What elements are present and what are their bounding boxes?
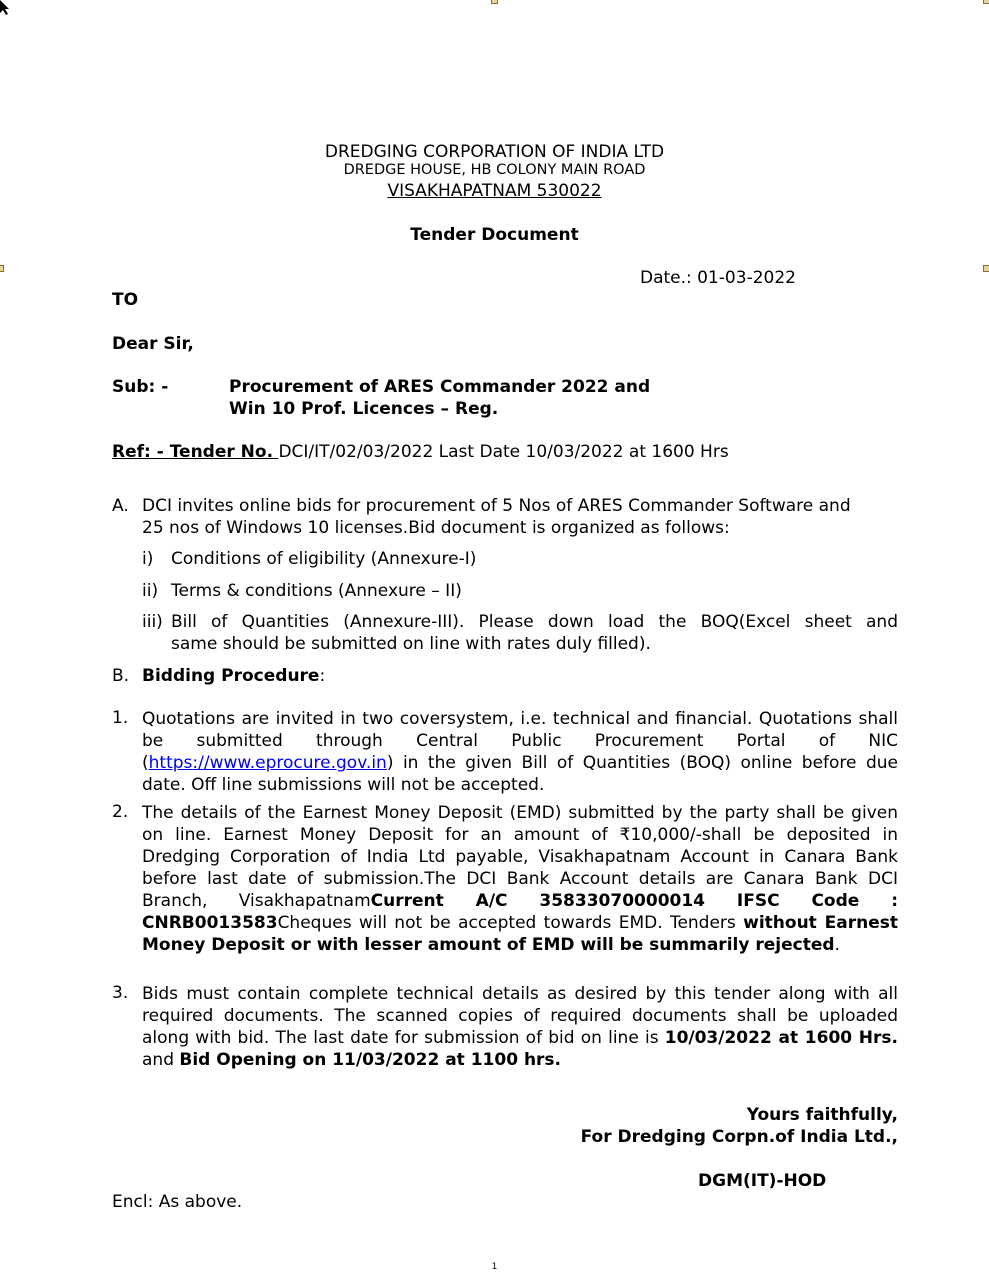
section-a-line-2: 25 nos of Windows 10 licenses.Bid document is organized as follows:: [142, 518, 730, 538]
to-label: TO: [112, 290, 139, 310]
signatory: DGM(IT)-HOD: [698, 1171, 827, 1191]
page-number: 1: [491, 1262, 498, 1272]
list-item-eligibility: Conditions of eligibility (Annexure-I): [171, 549, 477, 569]
closing-yours: Yours faithfully,: [746, 1105, 898, 1125]
address-line-2: VISAKHAPATNAM 530022: [387, 181, 602, 201]
point-1-text: Quotations are invited in two coversystem, i.e. technical and financial. Quotations shall be submitted through Central Public Procurement Portal of NIC (https://www.eprocure.gov.in) in the given Bill of Quantities (BOQ) online before due date. Off line submissions will not be accepted.: [142, 709, 898, 795]
point-marker: 2.: [112, 802, 129, 822]
resize-handle-left[interactable]: [0, 265, 4, 272]
list-item-marker: iii): [142, 612, 163, 632]
section-b-marker: B.: [112, 666, 130, 686]
resize-handle-top[interactable]: [491, 0, 498, 4]
mouse-cursor-icon: [0, 0, 12, 16]
doc-title: Tender Document: [410, 225, 579, 245]
reference-line: [112, 442, 729, 462]
address-line-1: DREDGE HOUSE, HB COLONY MAIN ROAD: [343, 162, 646, 178]
org-name: DREDGING CORPORATION OF INDIA LTD: [324, 142, 665, 162]
list-item-boq-line-1: Bill of Quantities (Annexure-III). Please down load the BOQ(Excel sheet and: [171, 612, 898, 632]
point-marker: 1.: [112, 708, 129, 728]
list-item-marker: i): [142, 549, 154, 569]
subject-line-2: Win 10 Prof. Licences – Reg.: [229, 399, 499, 419]
section-b-heading: Bidding Procedure:: [142, 666, 326, 686]
section-a-marker: A.: [112, 496, 129, 516]
salutation: Dear Sir,: [112, 334, 194, 354]
list-item-boq-line-2: same should be submitted on line with rates duly filled).: [171, 634, 651, 654]
point-3-text: Bids must contain complete technical details as desired by this tender along with all required documents. The scanned copies of required documents shall be uploaded along with bid. The last date for submission of bid on line is 10/03/2022 at 1600 Hrs. and Bid Opening on 11/03/2022 at 1100 hrs.: [142, 984, 898, 1070]
list-item-marker: ii): [142, 581, 159, 601]
resize-handle-top-right[interactable]: [983, 0, 989, 4]
point-2-text: The details of the Earnest Money Deposit (EMD) submitted by the party shall be given on line. Earnest Money Deposit for an amount of ₹10,000/-shall be deposited in Dredging Corporation of India Ltd payable, Visakhapatnam Account in Canara Bank before last date of submission.The DCI Bank Account details are Canara Bank DCI Branch, VisakhapatnamCurrent A/C 35833070000014 IFSC Code : CNRB0013583Cheques will not be accepted towards EMD. Tenders without Earnest Money Deposit or with lesser amount of EMD will be summarily rejected.: [142, 803, 898, 955]
reference-label: Ref: - Tender No.: [112, 442, 274, 462]
eprocure-link[interactable]: https://www.eprocure.gov.in: [148, 753, 387, 773]
section-a-line-1: DCI invites online bids for procurement of 5 Nos of ARES Commander Software and: [142, 496, 851, 516]
reference-value: DCI/IT/02/03/2022 Last Date 10/03/2022 at 1600 Hrs: [278, 442, 729, 462]
subject-line-1: Procurement of ARES Commander 2022 and: [229, 377, 651, 397]
date-line: Date.: 01-03-2022: [640, 268, 796, 288]
point-marker: 3.: [112, 983, 129, 1003]
subject-label: Sub: -: [112, 377, 169, 397]
enclosure: Encl: As above.: [112, 1192, 243, 1212]
closing-for: For Dredging Corpn.of India Ltd.,: [580, 1127, 898, 1147]
list-item-terms: Terms & conditions (Annexure – II): [171, 581, 462, 601]
resize-handle-right[interactable]: [983, 265, 989, 272]
